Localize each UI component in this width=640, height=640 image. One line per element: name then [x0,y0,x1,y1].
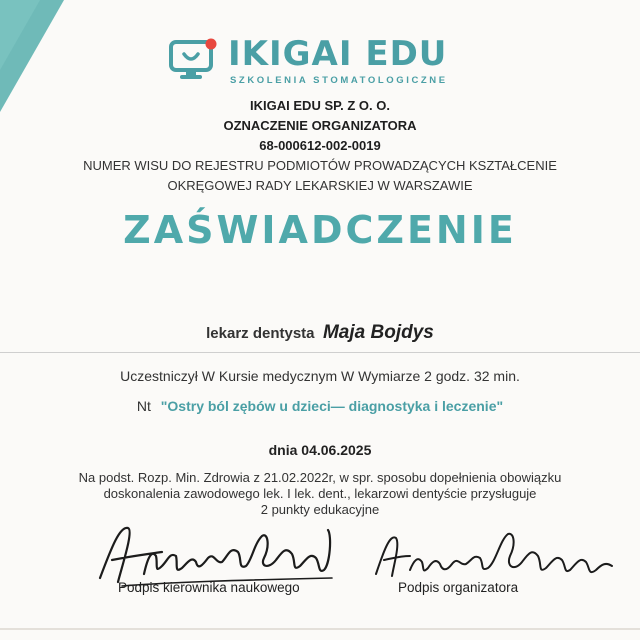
organizer-signature [370,520,620,582]
legal-line-3: 2 punkty edukacyjne [260,502,380,517]
recipient-line [0,322,640,344]
legal-line-2: doskonalenia zawodowego lek. I lek. dent., lekarzowi dentyście przysługuje [103,486,537,501]
brand-tagline: SZKOLENIA STOMATOLOGICZNE [230,75,448,86]
recipient-name: Maja Bojdys [322,322,434,343]
course-prefix: Nt [136,398,151,414]
brand-logo [168,34,468,90]
scientific-director-label: Podpis kierownika naukowego [118,580,300,595]
monitor-tooth-icon [168,38,220,82]
recipient-label: lekarz dentysta [206,325,315,342]
brand-name: IKIGAI EDU [228,34,448,74]
register-line-2: OKRĘGOWEJ RADY LEKARSKIEJ W WARSZAWIE [167,178,473,193]
course-line [0,398,640,414]
organizer-signature-label: Podpis organizatora [398,580,519,595]
course-title: "Ostry ból zębów u dzieci— diagnostyka i leczenie" [160,398,504,414]
certificate-date: dnia 04.06.2025 [268,442,372,458]
participation-text: Uczestniczył W Kursie medycznym W Wymiarze 2 godz. 32 min. [120,368,520,384]
register-line-1: NUMER WISU DO REJESTRU PODMIOTÓW PROWADZĄCYCH KSZTAŁCENIE [83,158,557,173]
organizer-designation: OZNACZENIE ORGANIZATORA [223,118,417,133]
certificate-title: ZAŚWIADCZENIE [123,208,517,252]
organizer-number: 68-000612-002-0019 [259,138,381,153]
bottom-border [0,628,640,630]
divider [0,352,640,353]
legal-line-1: Na podst. Rozp. Min. Zdrowia z 21.02.2022r, w spr. sposobu dopełnienia obowiązku [78,470,562,485]
organizer-company: IKIGAI EDU SP. Z O. O. [250,98,390,113]
